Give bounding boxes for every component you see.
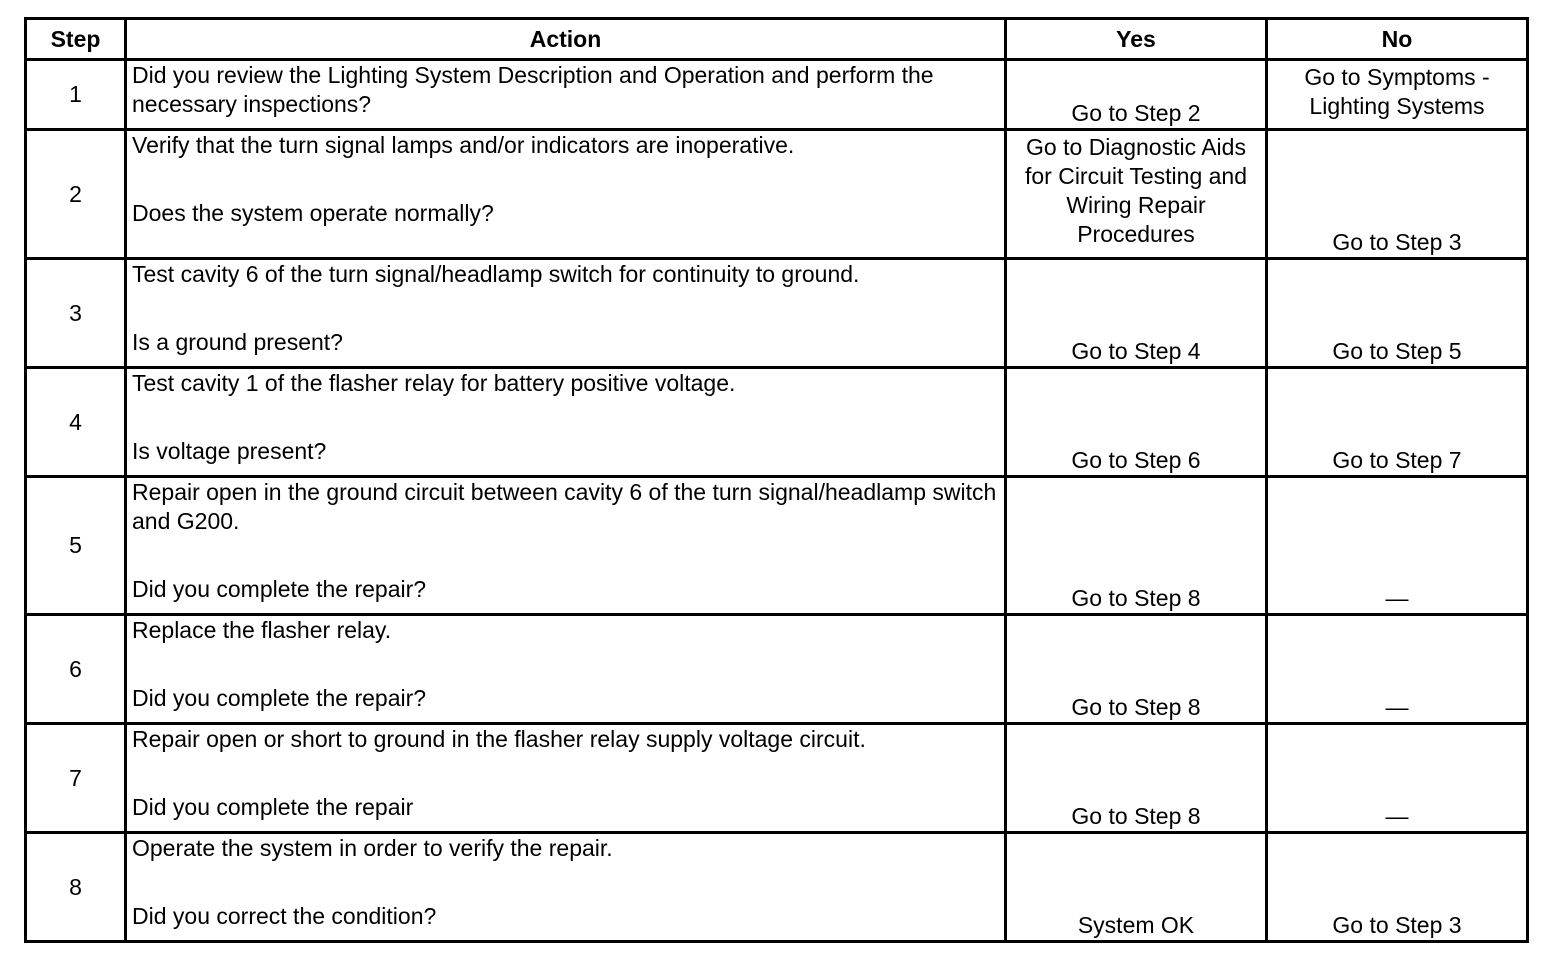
table-row: [26, 60, 1528, 130]
step-number: 7: [26, 724, 126, 833]
action-question: Did you review the Lighting System Description and Operation and perform the necessary inspections?: [132, 62, 934, 117]
yes-outcome: Go to Diagnostic Aids for Circuit Testing and Wiring Repair Procedures: [1006, 130, 1267, 259]
no-outcome: —: [1267, 724, 1528, 833]
action-cell: [126, 60, 1006, 130]
action-cell: [126, 615, 1006, 724]
action-cell: [126, 130, 1006, 259]
table-row: [26, 259, 1528, 368]
step-number: 3: [26, 259, 126, 368]
step-number: 6: [26, 615, 126, 724]
action-cell: [126, 259, 1006, 368]
action-cell: [126, 724, 1006, 833]
action-question: Did you correct the condition?: [132, 903, 437, 929]
no-outcome: Go to Step 7: [1267, 368, 1528, 477]
step-number: 8: [26, 833, 126, 942]
header-step: Step: [26, 19, 126, 60]
action-question: Is a ground present?: [132, 329, 343, 355]
step-number: 1: [26, 60, 126, 130]
action-instruction: Operate the system in order to verify the repair.: [132, 835, 613, 861]
diagnostic-table: [24, 17, 1529, 943]
action-instruction: Repair open or short to ground in the flasher relay supply voltage circuit.: [132, 726, 866, 752]
no-outcome: Go to Symptoms - Lighting Systems: [1267, 60, 1528, 130]
action-question: Did you complete the repair?: [132, 685, 427, 711]
table-header-row: [26, 19, 1528, 60]
action-question: Did you complete the repair: [132, 794, 414, 820]
yes-outcome: Go to Step 4: [1006, 259, 1267, 368]
no-outcome: Go to Step 3: [1267, 130, 1528, 259]
step-number: 2: [26, 130, 126, 259]
yes-outcome: Go to Step 8: [1006, 477, 1267, 615]
action-instruction: Test cavity 1 of the flasher relay for battery positive voltage.: [132, 370, 736, 396]
action-instruction: Verify that the turn signal lamps and/or indicators are inoperative.: [132, 132, 795, 158]
no-outcome: Go to Step 3: [1267, 833, 1528, 942]
table-row: [26, 833, 1528, 942]
yes-outcome: Go to Step 6: [1006, 368, 1267, 477]
no-outcome: —: [1267, 615, 1528, 724]
table-row: [26, 368, 1528, 477]
yes-outcome: Go to Step 8: [1006, 724, 1267, 833]
action-cell: [126, 833, 1006, 942]
table-row: [26, 724, 1528, 833]
step-number: 5: [26, 477, 126, 615]
action-instruction: Test cavity 6 of the turn signal/headlamp switch for continuity to ground.: [132, 261, 860, 287]
action-cell: [126, 368, 1006, 477]
action-instruction: Replace the flasher relay.: [132, 617, 392, 643]
action-question: Did you complete the repair?: [132, 576, 427, 602]
header-action: Action: [126, 19, 1006, 60]
table-row: [26, 615, 1528, 724]
action-instruction: Repair open in the ground circuit between cavity 6 of the turn signal/headlamp switch and G200.: [132, 479, 997, 534]
step-number: 4: [26, 368, 126, 477]
action-cell: [126, 477, 1006, 615]
table-row: [26, 130, 1528, 259]
no-outcome: —: [1267, 477, 1528, 615]
action-question: Does the system operate normally?: [132, 200, 494, 226]
action-question: Is voltage present?: [132, 438, 327, 464]
header-no: No: [1267, 19, 1528, 60]
no-outcome: Go to Step 5: [1267, 259, 1528, 368]
yes-outcome: Go to Step 2: [1006, 60, 1267, 130]
yes-outcome: Go to Step 8: [1006, 615, 1267, 724]
header-yes: Yes: [1006, 19, 1267, 60]
yes-outcome: System OK: [1006, 833, 1267, 942]
table-row: [26, 477, 1528, 615]
